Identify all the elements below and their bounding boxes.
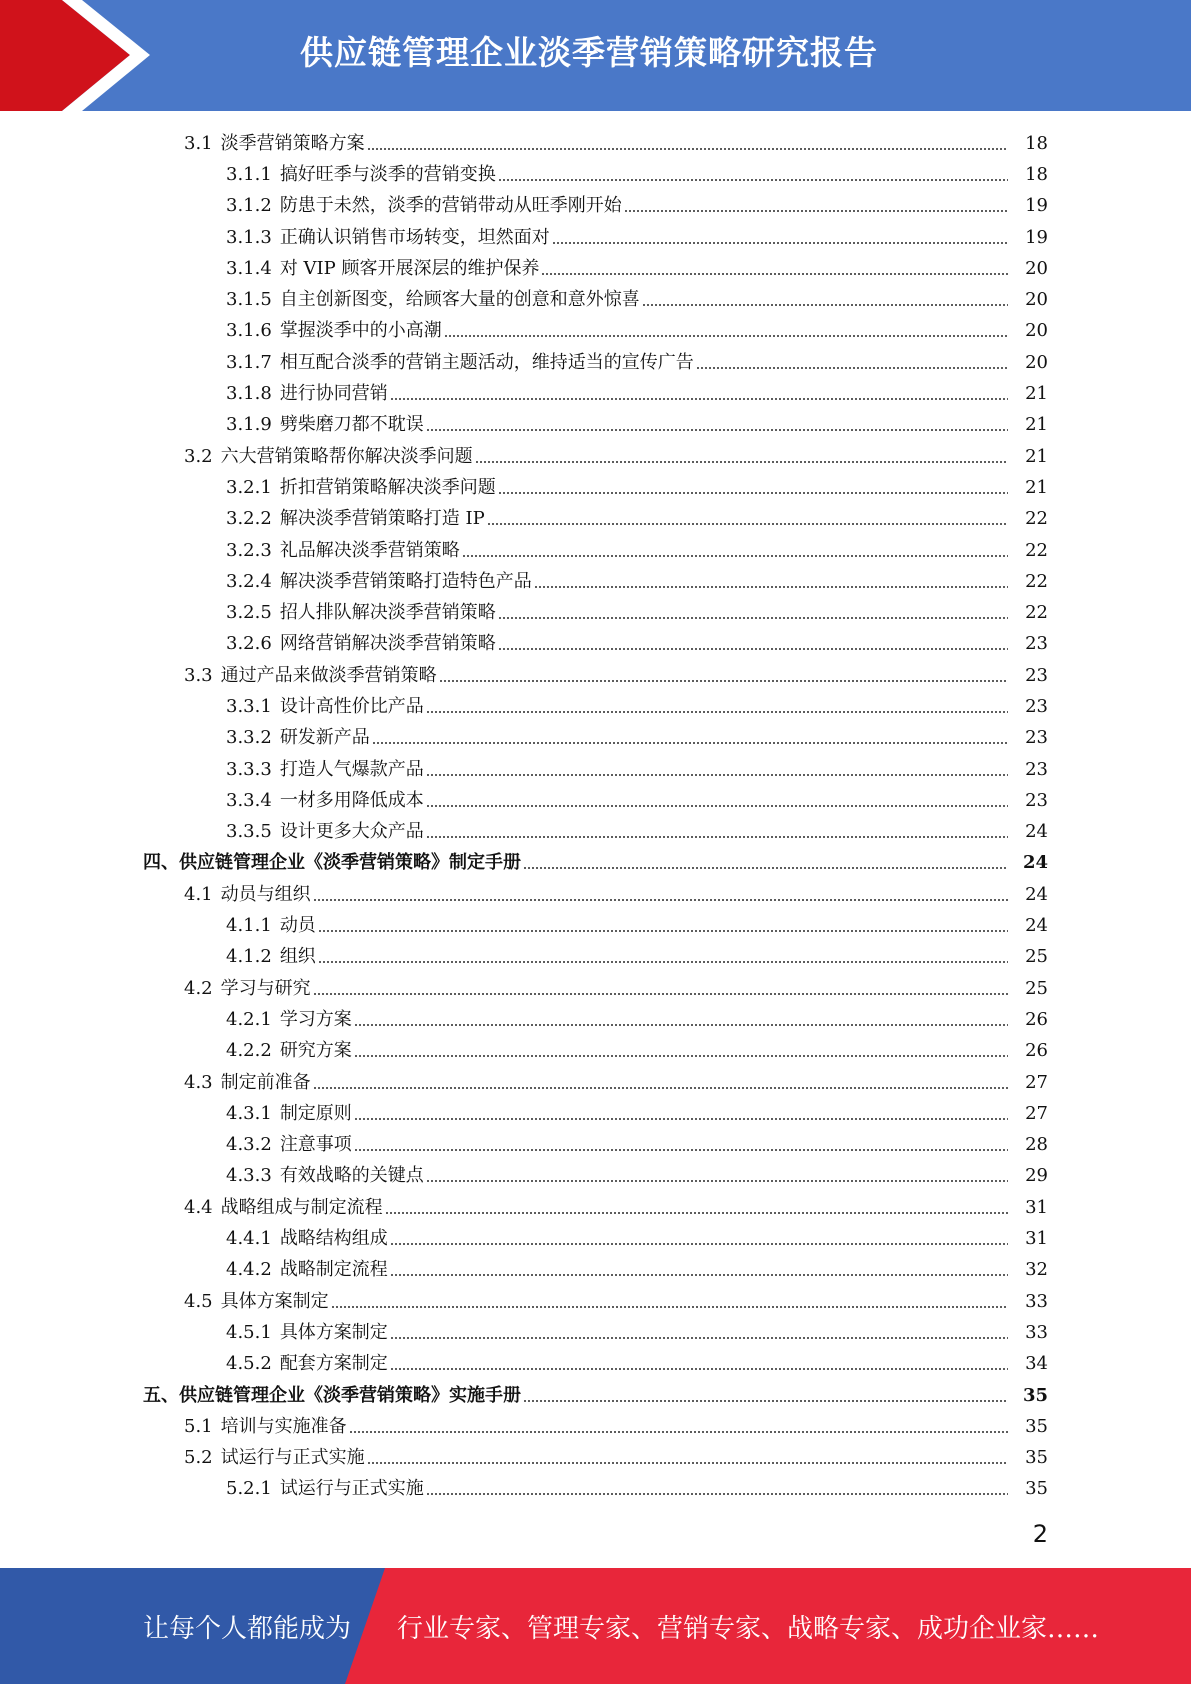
toc-entry-number: 4.1	[184, 883, 213, 905]
toc-entry-number: 3.3.3	[226, 758, 272, 780]
toc-entry-number: 4.2.2	[226, 1040, 272, 1062]
toc-entry[interactable]	[0, 191, 1191, 222]
toc-dot-leader	[390, 1337, 1008, 1339]
toc-entry-page: 26	[1025, 1008, 1048, 1030]
toc-dot-leader	[523, 1400, 1008, 1402]
toc-entry-title: 供应链管理企业《淡季营销策略》实施手册	[179, 1384, 521, 1406]
toc-entry-page: 23	[1025, 727, 1048, 749]
toc-entry-page: 19	[1025, 226, 1048, 248]
page-header	[0, 0, 1191, 111]
toc-entry[interactable]	[0, 347, 1191, 378]
toc-entry-title: 淡季营销策略方案	[220, 132, 365, 154]
toc-entry-page: 22	[1025, 570, 1048, 592]
toc-entry-title: 搞好旺季与淡季的营销变换	[279, 163, 496, 185]
toc-entry-number: 4.3.1	[226, 1102, 272, 1124]
toc-entry-number: 4.4.2	[226, 1259, 272, 1281]
toc-dot-leader	[313, 1087, 1008, 1089]
toc-entry-title: 研发新产品	[279, 727, 370, 749]
toc-entry[interactable]	[0, 1130, 1191, 1161]
toc-entry-number: 3.2.1	[226, 476, 272, 498]
toc-entry-title: 对 VIP 顾客开展深层的维护保养	[279, 257, 540, 279]
toc-entry-page: 35	[1025, 1415, 1048, 1437]
toc-entry[interactable]	[0, 848, 1191, 879]
toc-dot-leader	[390, 1274, 1008, 1276]
toc-entry-number: 5.1	[184, 1415, 213, 1437]
toc-entry-page: 25	[1025, 946, 1048, 968]
toc-dot-leader	[313, 899, 1008, 901]
toc-entry[interactable]	[0, 691, 1191, 722]
toc-entry-page: 24	[1025, 883, 1048, 905]
toc-entry-number: 3.2.2	[226, 508, 272, 530]
toc-entry[interactable]	[0, 629, 1191, 660]
toc-entry-number: 3.2.5	[226, 602, 272, 624]
toc-entry-title: 学习与研究	[220, 977, 311, 999]
toc-dot-leader	[367, 1462, 1008, 1464]
toc-entry-number: 3.2.6	[226, 633, 272, 655]
toc-entry[interactable]	[0, 1255, 1191, 1286]
toc-entry-page: 23	[1025, 758, 1048, 780]
toc-entry-number: 4.1.2	[226, 946, 272, 968]
toc-entry-title: 招人排队解决淡季营销策略	[279, 602, 496, 624]
toc-entry-number: 4.4.1	[226, 1228, 272, 1250]
toc-dot-leader	[541, 273, 1008, 275]
toc-entry-title: 试运行与正式实施	[220, 1447, 365, 1469]
toc-entry-title: 培训与实施准备	[220, 1415, 347, 1437]
toc-entry-number: 3.2	[184, 445, 213, 467]
toc-entry-number: 3.1.2	[226, 195, 272, 217]
toc-entry-page: 28	[1025, 1134, 1048, 1156]
toc-entry-number: 4.5	[184, 1290, 213, 1312]
toc-entry[interactable]	[0, 1067, 1191, 1098]
toc-entry[interactable]	[0, 504, 1191, 535]
toc-entry-page: 35	[1025, 1447, 1048, 1469]
toc-dot-leader	[426, 429, 1008, 431]
toc-entry-page: 33	[1025, 1321, 1048, 1343]
toc-entry[interactable]	[0, 441, 1191, 472]
toc-entry-title: 防患于未然，淡季的营销带动从旺季刚开始	[279, 195, 622, 217]
toc-entry-number: 五、	[143, 1384, 179, 1406]
toc-entry-title: 折扣营销策略解决淡季问题	[279, 476, 496, 498]
toc-entry-number: 3.1.7	[226, 351, 272, 373]
toc-dot-leader	[462, 555, 1008, 557]
toc-entry-page: 18	[1025, 132, 1048, 154]
toc-entry-page: 23	[1025, 695, 1048, 717]
toc-dot-leader	[354, 1055, 1008, 1057]
toc-entry[interactable]	[0, 723, 1191, 754]
toc-entry-page: 27	[1025, 1071, 1048, 1093]
toc-entry-page: 35	[1025, 1478, 1048, 1500]
toc-entry-page: 24	[1025, 821, 1048, 843]
toc-entry-number: 3.2.3	[226, 539, 272, 561]
toc-entry-number: 3.1.5	[226, 289, 272, 311]
toc-entry-page: 24	[1025, 915, 1048, 937]
toc-entry-number: 3.1.1	[226, 163, 272, 185]
toc-dot-leader	[331, 1306, 1008, 1308]
toc-entry[interactable]	[0, 222, 1191, 253]
toc-entry-number: 3.2.4	[226, 570, 272, 592]
toc-entry-number: 3.1.3	[226, 226, 272, 248]
toc-entry-title: 网络营销解决淡季营销策略	[279, 633, 496, 655]
toc-entry-page: 20	[1025, 351, 1048, 373]
toc-entry[interactable]	[0, 1380, 1191, 1411]
toc-dot-leader	[426, 711, 1008, 713]
toc-entry[interactable]	[0, 253, 1191, 284]
toc-entry-title: 掌握淡季中的小高潮	[279, 320, 442, 342]
toc-entry-title: 学习方案	[279, 1008, 352, 1030]
toc-entry-page: 24	[1022, 852, 1048, 874]
footer-slogan-roles: 行业专家、管理专家、营销专家、战略专家、成功企业家……	[397, 1614, 1100, 1644]
toc-dot-leader	[354, 1118, 1008, 1120]
toc-entry[interactable]	[0, 535, 1191, 566]
toc-entry[interactable]	[0, 128, 1191, 159]
toc-entry-title: 自主创新图变，给顾客大量的创意和意外惊喜	[279, 289, 640, 311]
toc-dot-leader	[318, 961, 1008, 963]
toc-entry-number: 4.5.2	[226, 1353, 272, 1375]
toc-entry-page: 25	[1025, 977, 1048, 999]
toc-entry-number: 4.3	[184, 1071, 213, 1093]
toc-entry-page: 31	[1025, 1228, 1048, 1250]
toc-dot-leader	[349, 1431, 1008, 1433]
toc-entry[interactable]	[0, 410, 1191, 441]
toc-entry-title: 六大营销策略帮你解决淡季问题	[220, 445, 473, 467]
toc-entry-number: 4.3.3	[226, 1165, 272, 1187]
toc-entry-number: 3.1.9	[226, 414, 272, 436]
toc-entry-title: 一材多用降低成本	[279, 789, 424, 811]
toc-entry[interactable]	[0, 785, 1191, 816]
toc-dot-leader	[390, 398, 1008, 400]
toc-dot-leader	[552, 242, 1008, 244]
toc-entry-title: 解决淡季营销策略打造特色产品	[279, 570, 532, 592]
toc-entry-page: 21	[1025, 383, 1048, 405]
toc-entry-number: 3.3.4	[226, 789, 272, 811]
toc-dot-leader	[426, 836, 1008, 838]
toc-entry[interactable]	[0, 660, 1191, 691]
toc-entry[interactable]	[0, 879, 1191, 910]
toc-entry-page: 34	[1025, 1353, 1048, 1375]
toc-entry-title: 具体方案制定	[220, 1290, 329, 1312]
toc-entry-title: 研究方案	[279, 1040, 352, 1062]
toc-entry[interactable]	[0, 1161, 1191, 1192]
toc-dot-leader	[498, 492, 1008, 494]
toc-entry[interactable]	[0, 566, 1191, 597]
toc-entry[interactable]	[0, 159, 1191, 190]
toc-entry-page: 32	[1025, 1259, 1048, 1281]
toc-entry[interactable]	[0, 1349, 1191, 1380]
toc-entry[interactable]	[0, 1098, 1191, 1129]
toc-dot-leader	[426, 1180, 1008, 1182]
toc-entry-page: 20	[1025, 320, 1048, 342]
toc-entry-number: 4.1.1	[226, 915, 272, 937]
toc-dot-leader	[475, 461, 1008, 463]
toc-dot-leader	[426, 805, 1008, 807]
toc-dot-leader	[498, 617, 1008, 619]
toc-entry-page: 23	[1025, 789, 1048, 811]
toc-entry-page: 27	[1025, 1102, 1048, 1124]
toc-entry-page: 21	[1025, 445, 1048, 467]
toc-dot-leader	[642, 304, 1008, 306]
toc-entry-title: 设计更多大众产品	[279, 821, 424, 843]
toc-entry-title: 战略组成与制定流程	[220, 1196, 383, 1218]
toc-entry-number: 4.2	[184, 977, 213, 999]
toc-dot-leader	[498, 648, 1008, 650]
toc-entry-title: 动员	[279, 915, 316, 937]
toc-entry-page: 18	[1025, 163, 1048, 185]
page-number: 2	[1032, 1520, 1048, 1548]
toc-entry[interactable]	[0, 1474, 1191, 1505]
toc-entry-title: 具体方案制定	[279, 1321, 388, 1343]
toc-entry-title: 正确认识销售市场转变，坦然面对	[279, 226, 550, 248]
toc-entry-number: 3.3.5	[226, 821, 272, 843]
toc-entry-title: 设计高性价比产品	[279, 695, 424, 717]
toc-entry[interactable]	[0, 378, 1191, 409]
toc-entry-title: 制定前准备	[220, 1071, 311, 1093]
toc-entry[interactable]	[0, 597, 1191, 628]
toc-dot-leader	[624, 210, 1008, 212]
toc-entry[interactable]	[0, 284, 1191, 315]
toc-entry-title: 组织	[279, 946, 316, 968]
toc-entry-number: 3.3.1	[226, 695, 272, 717]
toc-entry-title: 有效战略的关键点	[279, 1165, 424, 1187]
toc-dot-leader	[487, 523, 1008, 525]
toc-entry-page: 35	[1022, 1384, 1048, 1406]
toc-entry-number: 3.1.6	[226, 320, 272, 342]
toc-entry-title: 战略结构组成	[279, 1228, 388, 1250]
toc-entry[interactable]	[0, 942, 1191, 973]
page-footer	[0, 1568, 1191, 1684]
toc-entry[interactable]	[0, 1442, 1191, 1473]
toc-dot-leader	[444, 335, 1008, 337]
footer-slogan-lead: 让每个人都能成为	[143, 1614, 352, 1644]
toc-entry-number: 4.5.1	[226, 1321, 272, 1343]
toc-entry[interactable]	[0, 1411, 1191, 1442]
toc-entry[interactable]	[0, 472, 1191, 503]
toc-dot-leader	[367, 148, 1008, 150]
toc-entry-title: 打造人气爆款产品	[279, 758, 424, 780]
toc-entry[interactable]	[0, 817, 1191, 848]
toc-entry-page: 22	[1025, 539, 1048, 561]
toc-entry[interactable]	[0, 1036, 1191, 1067]
toc-entry-page: 26	[1025, 1040, 1048, 1062]
toc-entry-page: 22	[1025, 508, 1048, 530]
toc-dot-leader	[534, 586, 1008, 588]
toc-entry-title: 劈柴磨刀都不耽误	[279, 414, 424, 436]
toc-entry-title: 供应链管理企业《淡季营销策略》制定手册	[179, 852, 521, 874]
toc-dot-leader	[498, 179, 1008, 181]
toc-entry-title: 礼品解决淡季营销策略	[279, 539, 460, 561]
toc-entry-page: 31	[1025, 1196, 1048, 1218]
toc-entry-title: 配套方案制定	[279, 1353, 388, 1375]
toc-entry[interactable]	[0, 1317, 1191, 1348]
toc-entry-page: 19	[1025, 195, 1048, 217]
toc-entry-number: 3.3	[184, 664, 213, 686]
toc-entry-number: 4.4	[184, 1196, 213, 1218]
toc-dot-leader	[354, 1024, 1008, 1026]
toc-entry-page: 29	[1025, 1165, 1048, 1187]
toc-entry[interactable]	[0, 1286, 1191, 1317]
toc-entry-number: 4.3.2	[226, 1134, 272, 1156]
report-title: 供应链管理企业淡季营销策略研究报告	[300, 33, 878, 72]
toc-dot-leader	[426, 774, 1008, 776]
toc-entry-page: 23	[1025, 664, 1048, 686]
toc-dot-leader	[313, 993, 1008, 995]
toc-entry-title: 通过产品来做淡季营销策略	[220, 664, 437, 686]
toc-entry-number: 四、	[143, 852, 179, 874]
toc-dot-leader	[390, 1368, 1008, 1370]
toc-dot-leader	[390, 1243, 1008, 1245]
toc-entry-page: 21	[1025, 476, 1048, 498]
table-of-contents	[0, 128, 1191, 1505]
toc-entry[interactable]	[0, 1004, 1191, 1035]
toc-entry[interactable]	[0, 1192, 1191, 1223]
toc-entry-number: 4.2.1	[226, 1008, 272, 1030]
toc-entry-title: 注意事项	[279, 1134, 352, 1156]
toc-entry-page: 23	[1025, 633, 1048, 655]
toc-entry-title: 进行协同营销	[279, 383, 388, 405]
toc-entry-page: 20	[1025, 257, 1048, 279]
toc-entry-page: 33	[1025, 1290, 1048, 1312]
toc-entry[interactable]	[0, 973, 1191, 1004]
toc-dot-leader	[354, 1149, 1008, 1151]
toc-dot-leader	[372, 742, 1008, 744]
toc-entry-number: 5.2	[184, 1447, 213, 1469]
toc-entry-title: 动员与组织	[220, 883, 311, 905]
toc-dot-leader	[439, 680, 1008, 682]
toc-dot-leader	[523, 867, 1008, 869]
toc-entry[interactable]	[0, 316, 1191, 347]
toc-entry-title: 解决淡季营销策略打造 IP	[279, 508, 485, 530]
toc-dot-leader	[426, 1493, 1008, 1495]
toc-entry-title: 制定原则	[279, 1102, 352, 1124]
toc-entry-page: 20	[1025, 289, 1048, 311]
toc-entry-title: 相互配合淡季的营销主题活动，维持适当的宣传广告	[279, 351, 694, 373]
toc-entry-number: 3.1.4	[226, 257, 272, 279]
toc-dot-leader	[696, 367, 1008, 369]
toc-dot-leader	[385, 1212, 1008, 1214]
toc-entry-number: 3.3.2	[226, 727, 272, 749]
toc-entry-number: 3.1	[184, 132, 213, 154]
toc-entry[interactable]	[0, 1223, 1191, 1254]
toc-entry-number: 3.1.8	[226, 383, 272, 405]
toc-entry-title: 战略制定流程	[279, 1259, 388, 1281]
toc-entry-title: 试运行与正式实施	[279, 1478, 424, 1500]
toc-entry-page: 22	[1025, 602, 1048, 624]
toc-entry[interactable]	[0, 754, 1191, 785]
toc-entry[interactable]	[0, 910, 1191, 941]
toc-dot-leader	[318, 930, 1008, 932]
toc-entry-number: 5.2.1	[226, 1478, 272, 1500]
toc-entry-page: 21	[1025, 414, 1048, 436]
